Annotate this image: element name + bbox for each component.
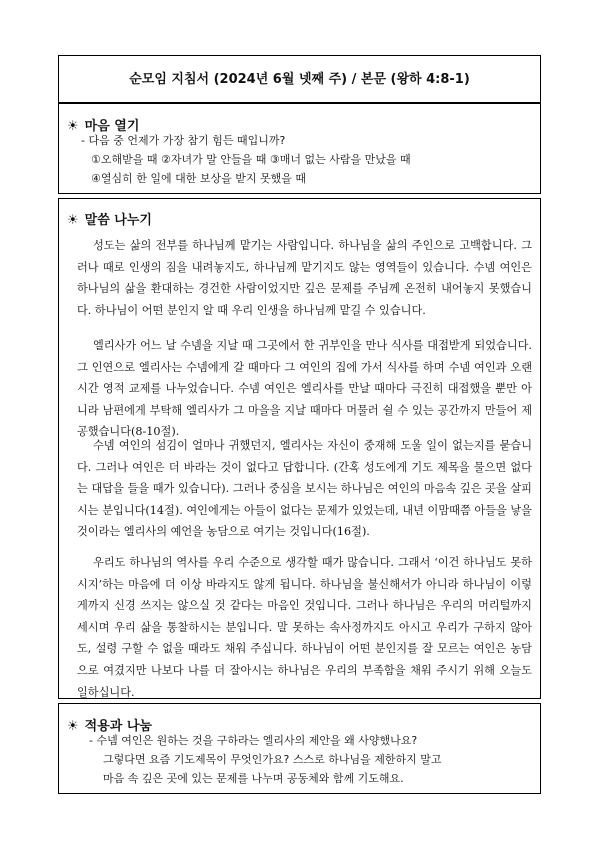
- section-share: [58, 198, 541, 699]
- apply-question: - 수넴 여인은 원하는 것을 구하라는 엘리사의 제안을 왜 사양했나요?: [89, 734, 418, 747]
- section-share-heading: [67, 209, 152, 228]
- section-apply: [58, 703, 541, 794]
- section-open-title: 마음 열기: [84, 119, 140, 134]
- sun-icon: ☀: [67, 719, 79, 734]
- section-apply-heading: [67, 715, 152, 734]
- share-paragraph: 수넴 여인의 섬김이 얼마나 귀했던지, 엘리사는 자신이 중재해 도울 일이 없는지를 묻습니다. 그러나 여인은 더 바라는 것이 없다고 답합니다. (간혹 성도에게 기도 제목을 물으면 없다는 대답을 들을 때가 있습니다). 그러나 중심을 보시는 하나님은 여인의 마음속 깊은 곳을 살피시는 분입니다(14절). 여인에게는 아들이 없다는 문제가 있었는데, 내년 이맘때쯤 아들을 낳을 것이라는 엘리사의 예언을 농담으로 여기는 것입니다(16절).: [77, 439, 532, 539]
- section-share-title: 말씀 나누기: [84, 213, 152, 228]
- share-paragraph: 우리도 하나님의 역사를 우리 수준으로 생각할 때가 많습니다. 그래서 ‘이건 하나님도 못하시지’하는 마음에 더 이상 바라지도 않게 됩니다. 하나님을 불신해서가 아니라 하나님이 이렇게까지 신경 쓰지는 않으실 것 같다는 마음인 것입니다. 그러나 하나님은 우리의 머리털까지 세시며 우리 삶을 통찰하시는 분입니다. 말 못하는 속사정까지도 아시고 우리가 구하지 않아도, 설령 구할 수 없을 때라도 채워 주십니다. 하나님이 어떤 분인지를 잘 모르는 여인은 농담으로 여겼지만 나보다 나를 더 잘아시는 하나님은 우리의 부족함을 채워 주시기 위해 오늘도 일하십니다.: [77, 556, 532, 699]
- section-open: [58, 103, 541, 194]
- open-option-line: ①오해받을 때 ②자녀가 말 안들을 때 ③매너 없는 사람을 만났을 때: [91, 153, 411, 166]
- sun-icon: ☀: [67, 213, 79, 228]
- title-box: [58, 55, 541, 103]
- apply-line: 그렇다면 요즘 기도제목이 무엇인가요? 스스로 하나님을 제한하지 말고: [103, 753, 442, 766]
- open-option-line: ④열심히 한 일에 대한 보상을 받지 못했을 때: [91, 172, 306, 185]
- apply-line: 마음 속 깊은 곳에 있는 문제를 나누며 공동체와 함께 기도해요.: [103, 772, 404, 785]
- sun-icon: ☀: [67, 119, 79, 134]
- page-title: 순모임 지침서 (2024년 6월 넷째 주) / 본문 (왕하 4:8-1): [129, 72, 470, 87]
- section-open-heading: [67, 115, 139, 134]
- section-apply-title: 적용과 나눔: [84, 719, 152, 734]
- open-question: - 다음 중 언제가 가장 참기 힘든 때입니까?: [81, 134, 286, 147]
- share-paragraph: 성도는 삶의 전부를 하나님께 맡기는 사람입니다. 하나님을 삶의 주인으로 고백합니다. 그러나 때로 인생의 짐을 내려놓지도, 하나님께 맡기지도 않는 영역들이 있습니다. 수넴 여인은 하나님의 삶을 환대하는 경건한 사람이었지만 깊은 문제를 주님께 온전히 내어놓지 못했습니다. 하나님이 어떤 분인지 알 때 우리 인생을 하나님께 맡길 수 있습니다.: [77, 239, 532, 317]
- share-paragraph: 엘리사가 어느 날 수넴을 지날 때 그곳에서 한 귀부인을 만나 식사를 대접받게 되었습니다. 그 인연으로 엘리사는 수넴에게 갈 때마다 그 여인의 집에 가서 식사를 하며 수넴 여인과 오랜시간 영적 교제를 나누었습니다. 수넴 여인은 엘리사를 만날 때마다 극진히 대접했을 뿐만 아니라 남편에게 부탁해 엘리사가 그 마을을 지날 때마다 머물러 쉴 수 있는 공간까지 만들어 제공했습니다(8-10절).: [77, 339, 532, 439]
